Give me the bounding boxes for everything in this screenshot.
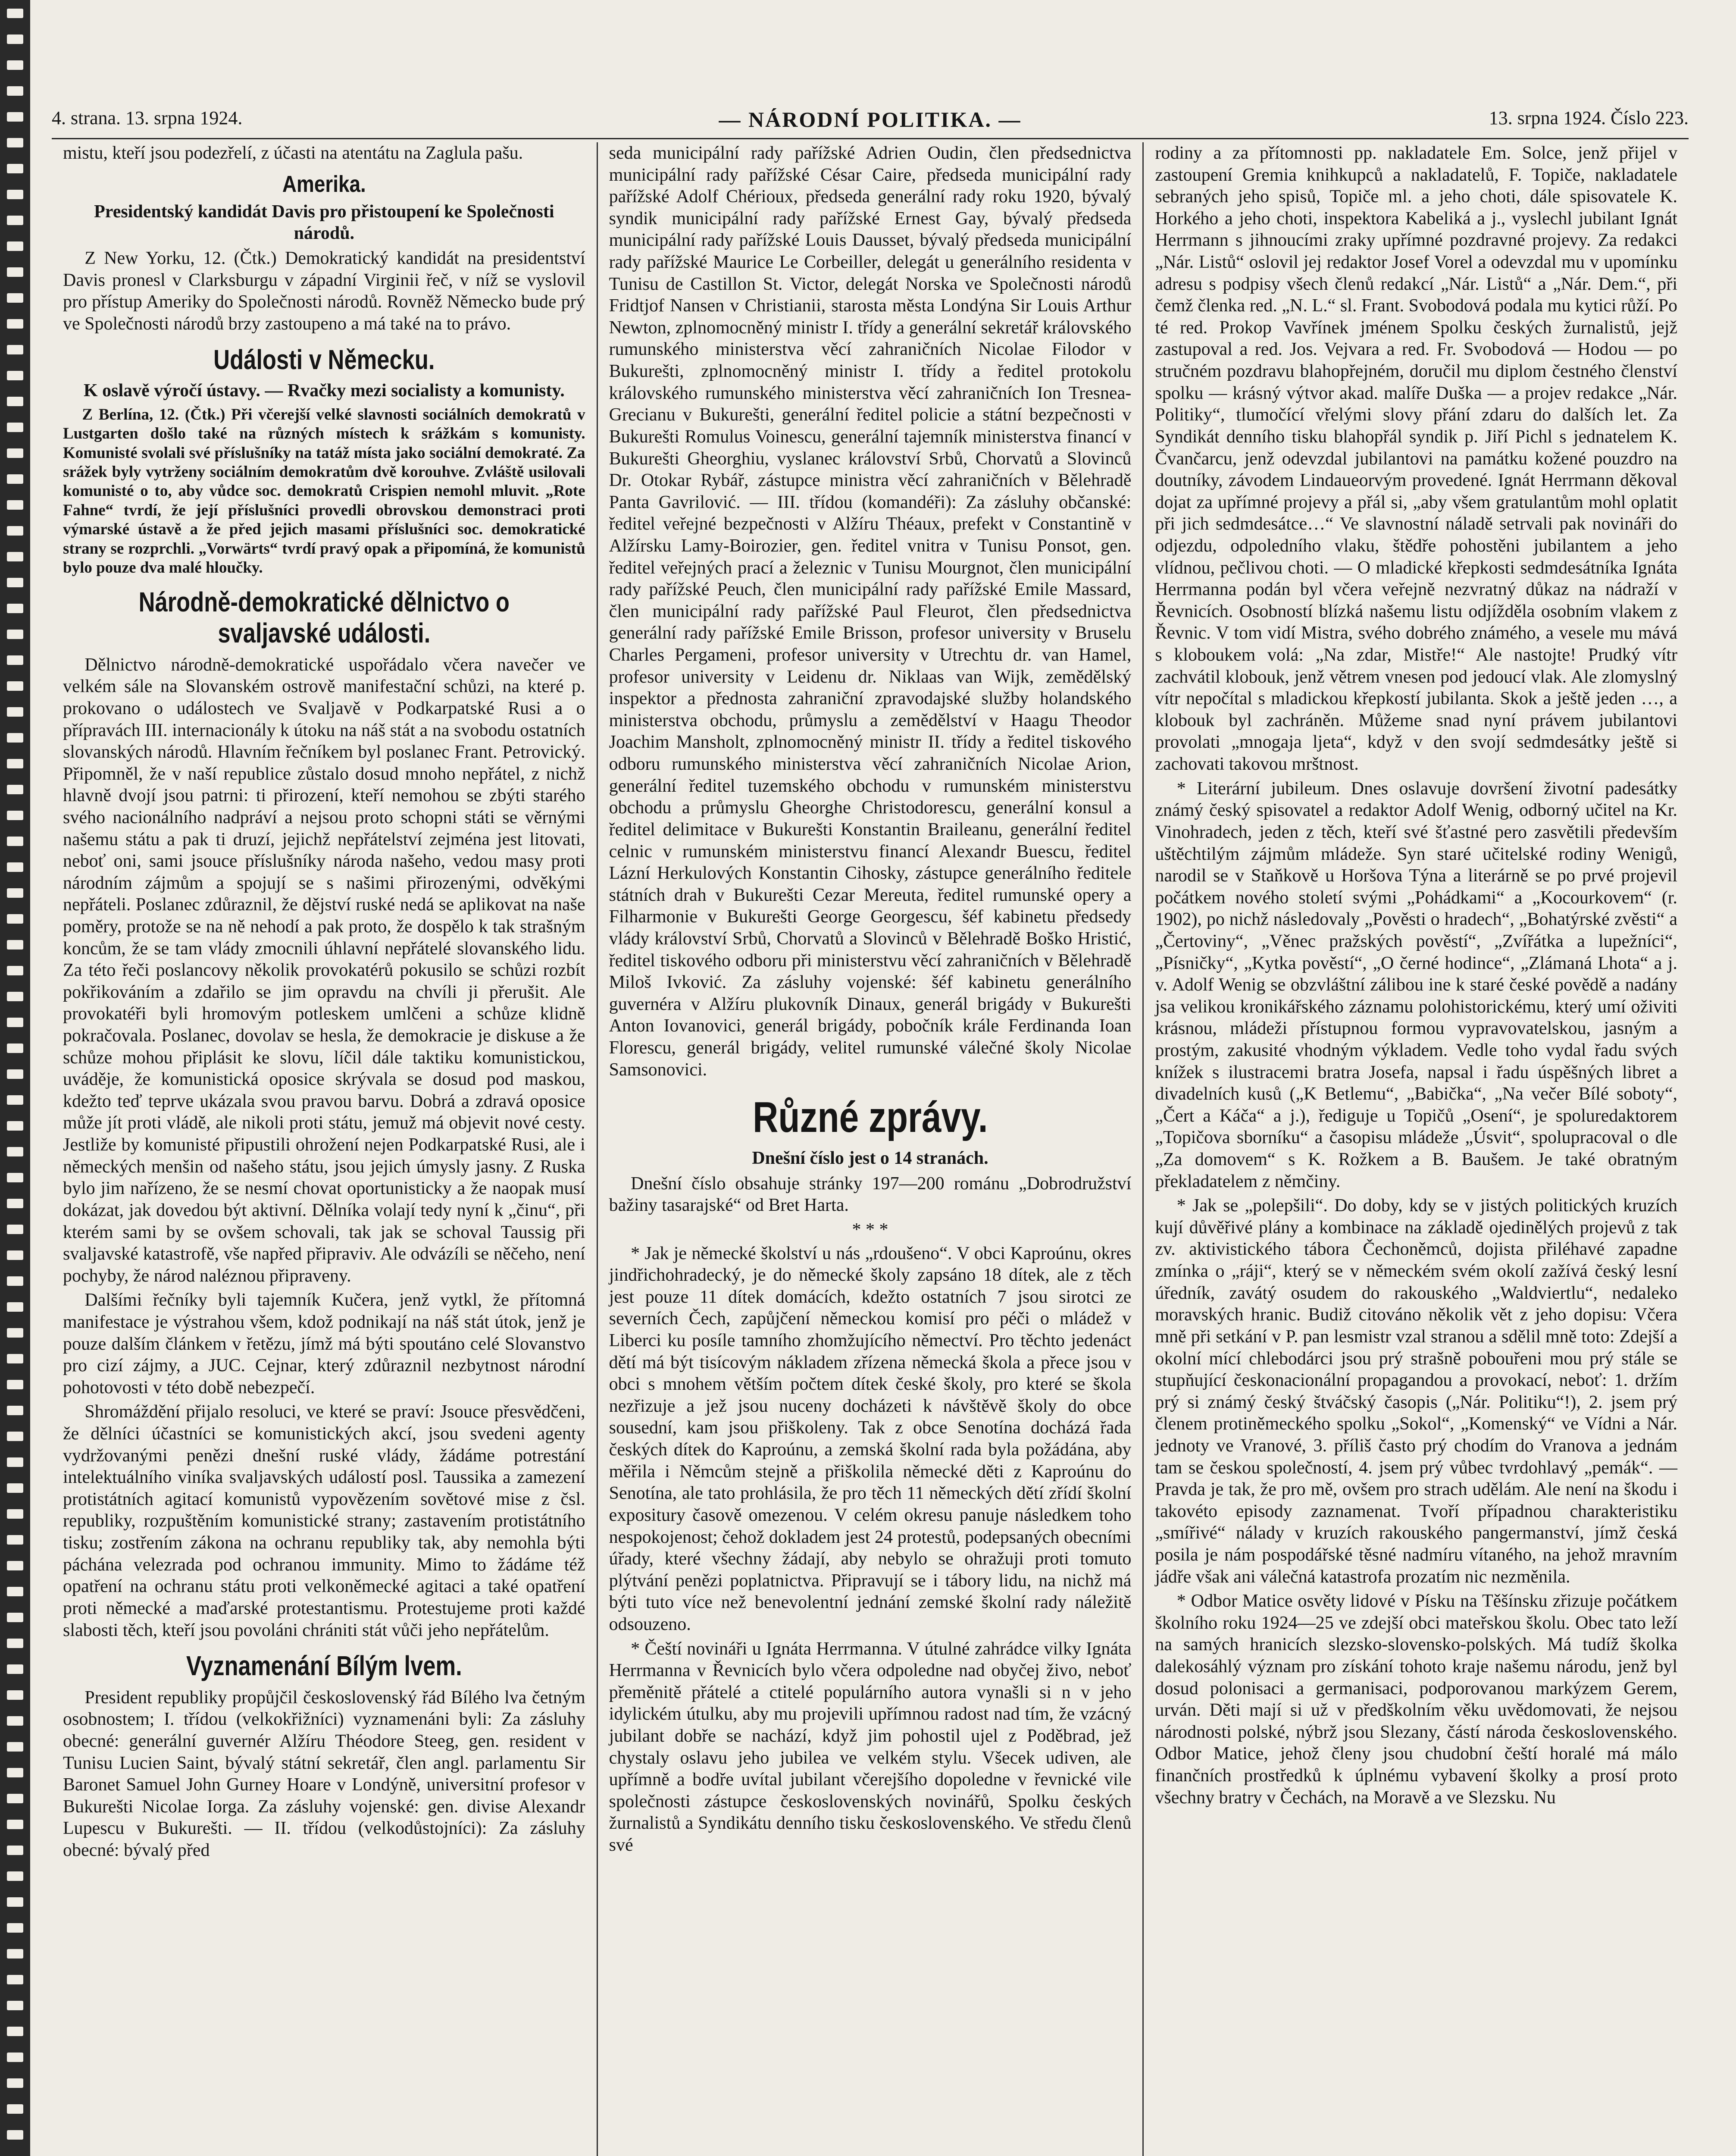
film-perforation — [7, 1535, 23, 1545]
film-perforation — [7, 1432, 23, 1441]
film-perforation — [7, 190, 23, 199]
film-perforation — [7, 267, 23, 277]
film-perforation — [7, 1095, 23, 1105]
film-perforation — [7, 9, 23, 18]
film-perforation — [7, 1457, 23, 1467]
film-perforation — [7, 1639, 23, 1648]
film-perforation — [7, 2027, 23, 2036]
film-strip-border — [0, 0, 30, 2156]
columns — [52, 142, 1689, 2156]
film-perforation — [7, 1069, 23, 1079]
film-perforation — [7, 1250, 23, 1260]
film-perforation — [7, 1044, 23, 1053]
film-perforation — [7, 811, 23, 820]
film-perforation — [7, 1613, 23, 1622]
film-perforation — [7, 1846, 23, 1855]
film-perforation — [7, 630, 23, 639]
page-header — [52, 99, 1689, 139]
article-body-delnictvo-2: Dalšími řečníky byli tajemník Kučera, jenž vytkl, že přítomná manifestace je výstrahou všem, kdož podnikají na náš stát útok, jenž je pouze dalším článkem v řetězu, jímž má býti spoutáno celé Slovanstvo pro cizí zájmy, a JUC. Cejnar, který zdůraznil nezbytnost národní pohotovosti v této době nebezpečí. — [63, 1290, 585, 1398]
film-perforation — [7, 474, 23, 484]
article-body-vyznamenani: President republiky propůjčil československý řád Bílého lva četným osobnostem; I. třídou (velkokřižníci) vyznamenáni byli: Za zásluhy obecné: generální guvernér Alžíru Théodore Steeg, gen. resident v Tunisu Lucien Saint, bývalý státní sekretář, člen angl. parlamentu Sir Baronet Samuel John Gurney Hoare v Londýně, universitní profesor v Bukurešti Nicolae Iorga. Za zásluhy vojenské: gen. divise Alexandr Lupescu v Bukurešti. — II. třídou (velkodůstojníci): Za zásluhy obecné: bývalý před — [63, 1687, 585, 1861]
film-perforation — [7, 371, 23, 380]
film-perforation — [7, 707, 23, 717]
article-continuation: mistu, kteří jsou podezřelí, z účasti na atentátu na Zaglula pašu. — [63, 143, 523, 163]
article-body-delnictvo-3: Shromáždění přijalo resoluci, ve které se praví: Jsouce přesvědčeni, že dělníci účastníci se komunistických akcí, jsou svedeni agenty vydržovanými penězi dnešní ruské vlády, žádáme potrestání intelektuálního viníka svaljavských událostí posl. Taussika a zamezení protistátních agitací komunistů vypovězením sovětové mise z čsl. republiky, rozpuštěním komunistické strany; zastavením protistátního tisku; zostřením zákona na ochranu republiky tak, aby nemohla býti páchána velezrada pod ochranou immunity. Mimo to žádáme též opatření na ochranu státu proti velkoněmecké agitaci a také opatření proti německé a maďarské protestantismu. Protestujeme proti každé slabosti těch, kteří jsou povoláni chrániti stát vůči jeho nepřátelům. — [63, 1402, 585, 1640]
section-title-delnictvo: Národně-demokratické dělnictvo o svaljavské události. — [138, 586, 510, 649]
film-perforation — [7, 1923, 23, 1933]
film-perforation — [7, 2078, 23, 2088]
film-perforation — [7, 604, 23, 613]
film-perforation — [7, 1483, 23, 1493]
film-perforation — [7, 164, 23, 173]
film-perforation — [7, 1897, 23, 1907]
film-perforation — [7, 1794, 23, 1803]
film-perforation — [7, 526, 23, 536]
section-title-amerika: Amerika. — [282, 171, 366, 197]
film-perforation — [7, 655, 23, 665]
film-perforation — [7, 293, 23, 303]
film-perforation — [7, 785, 23, 794]
article-subtitle-davis: Presidentský kandidát Davis pro přistoupení ke Společnosti národů. — [94, 202, 554, 243]
column-2 — [597, 142, 1143, 2156]
film-perforation — [7, 1328, 23, 1338]
film-perforation — [7, 681, 23, 691]
film-perforation — [7, 578, 23, 587]
film-perforation — [7, 837, 23, 846]
section-title-nemecko: Události v Německu. — [213, 344, 435, 375]
film-perforation — [7, 1664, 23, 1674]
film-perforation — [7, 138, 23, 147]
film-perforation — [7, 60, 23, 70]
news-item-herrmann: * Čeští novináři u Ignáta Herrmanna. V útulné zahrádce vilky Ignáta Herrmanna v Řevnicích bylo včera odpoledne nad obyčej živo, neboť přeměnitě přátelé a ctitelé populárního autora vynašli si n v jeho idylickém útulku, aby mu projevili upřímnou radost nad tím, že vzácný jubilant dobře se nachází, když jim pohostil ujel z Poděbrad, jež chystaly oslavu jeho jubilea ve velkém stylu. Všecek udiven, ale upřímně a bodře uvítal jubilant včerejšího dopoledne v řevnické vile společnosti zástupce československých novinářů, Spolku českých žurnalistů a Syndikátu denního tisku československého. Ve středu členů své — [609, 1639, 1132, 1855]
film-perforation — [7, 1147, 23, 1156]
film-perforation — [7, 448, 23, 458]
film-perforation — [7, 1380, 23, 1389]
news-item-literarni-jubileum: * Literární jubileum. Dnes oslavuje dovršení životní padesátky známý český spisovatel a redaktor Adolf Wenig, odborný učitel na Kr. Vinohradech, jeden z těch, kteří své šťastné pero zasvětili především uštěchtilým zájmům mládeže. Syn staré učitelské rodiny Wenigů, narodil se v Staňkově u Horšova Týna a literárně se po prvé projevil počátkem nového století svými „Pohádkami“ a „Kocourkovem“ (r. 1902), po nichž následovaly „Pověsti o hradech“, „Bohatýrské zvěsti“ a „Čertoviny“, „Věnec pražských pověstí“, „Zvířátka a lupežníci“, „Písničky“, „Kytka pověstí“, „O černé hodince“, „Zlámaná Lhota“ a j. v. Adolf Wenig se obzvláštní zálibou ine k staré české povědě a nadány jsa velikou kronikářského záznamu polohistorickému, který umí oživiti krásnou, mládeži přístupnou formou vypravovatelskou, jasným a prostým, zakusité vhodným výkladem. Vedle toho vydal řadu svých knížek s ilustracemi bratra Josefa, napsal i řadu úspěšných libret a divadelních kusů („K Betlemu“, „Babička“, „Na večer Bílé soboty“, „Čert a Káča“ a j.), řediguje u Topičů „Osení“, je spoluredaktorem „Topičova sborníku“ a časopisu mládeže „Úsvit“, spolupracoval o dle „Za domovem“ s K. Rožkem a B. Baušem. Je také obratným překladatelem z němčiny. — [1155, 778, 1678, 1191]
film-perforation — [7, 940, 23, 950]
film-perforation — [7, 1820, 23, 1829]
film-perforation — [7, 2104, 23, 2114]
news-item-odbor-matice: * Odbor Matice osvěty lidové v Písku na Těšínsku zřizuje počátkem školního roku 1924—25 ve zdejší obci mateřskou školu. Obec tato leží na samých hranicích slezsko-slovensko-polských. Má tudíž školka dalekosáhlý význam pro získání tohoto kraje našemu národu, jenž byl dosud polonisaci a germanisaci, podporovanou markýzem Gerem, urván. Děti mají si už v předškolním věku uvědomovati, že nejsou národnosti polské, nýbrž jsou Slezany, částí národa československého. Odbor Matice, jehož členy jsou chudobní čeští horalé má málo finančních prostředků k úplnému vybavení školky a prosí proto všechny bratry v Čechách, na Moravě a ve Slezsku. Nu — [1155, 1591, 1678, 1808]
film-perforation — [7, 759, 23, 768]
film-perforation — [7, 914, 23, 924]
film-perforation — [7, 733, 23, 743]
film-perforation — [7, 1742, 23, 1752]
film-perforation — [7, 86, 23, 96]
film-perforation — [7, 2053, 23, 2062]
separator-stars: * * * — [852, 1219, 888, 1240]
film-perforation — [7, 992, 23, 1001]
film-perforation — [7, 423, 23, 432]
film-perforation — [7, 1302, 23, 1312]
film-perforation — [7, 552, 23, 561]
film-perforation — [7, 1768, 23, 1777]
film-perforation — [7, 1509, 23, 1519]
column-1 — [52, 142, 597, 2156]
film-perforation — [7, 1871, 23, 1881]
article-subtitle-nemecko: K oslavě výročí ústavy. — Rvačky mezi socialisty a komunisty. — [83, 381, 565, 401]
article-body-delnictvo-1: Dělnictvo národně-demokratické uspořádalo včera navečer ve velkém sále na Slovanském ostrově manifestační schůzi, na které p. prokovano o událostech ve Svaljavě v Podkarpatské Rusi a o přípravách III. internacionály k útoku na náš stát a na svobodu ostatních slovanských národů. Hlavním řečníkem byl poslanec Frant. Petrovický. Připomněl, že v naší republice zůstalo dosud mnoho nepřátel, z nichž hlavně dvojí jsou patrni: ti přirození, kteří nemohou se zbýti starého svého nacionálního nadpráví a nejsou proto schopni státi se věrnými našemu státu a pak ti druzí, jejichž nepřátelství zejména jest litovati, neboť oni, sami jsouce příslušníky národa našeho, vedou masy proti národním zájmům a spojují se s našimi přirozenými, odvěkými nepřáteli. Poslanec zdůraznil, že dějství ruské nedá se aplikovat na naše poměry, protože se na ně nehodí a pak proto, že dospělo k tak strašným koncům, že se tam vlády zmocnili úhlavní nepřátelé slovanského lidu. Za této řeči poslancovy několik provokatérů pokusilo se schůzi rozbít pokřikováním a zdařilo se jim opravdu na chvíli ji přerušit. Ale provokatéři byli hromovým potleskem umlčeni a schůze klidně pokračovala. Poslanec, dovolav se hesla, že demokracie je diskuse a že schůze mohou připlásit ke slovu, líčil dále taktiku komunistickou, uváděje, že komunistická oposice skrývala se dosud pod maskou, kdežto teď teprve ukázala svou pravou barvu. Dobrá a zdravá oposice může jít proti vládě, ale nikoli proti státu, jemuž má objevit nové cesty. Jestliže by komunisté připustili ohrožení nejen Podkarpatské Rusi, ale i německých menšin od našeho státu, jsou jejich úmysly jasny. Z Ruska bylo jim nařízeno, že se nesmí chovat oportunisticky a že naopak musí dokázat, jak dovedou být aktivní. Dělníka volají tedy nyní k „činu“, při kterém sami by se ovšem schovali, tak jak se schoval Taussig při svaljavské katastrofě, vše napřed připraviv. Ale odvázíli se něčeho, není pochyby, že národ naléznou připraveny. — [63, 655, 585, 1286]
page-number-date: 4. strana. 13. srpna 1924. — [52, 107, 243, 128]
film-perforation — [7, 2130, 23, 2140]
film-perforation — [7, 1173, 23, 1182]
film-perforation — [7, 397, 23, 406]
news-item-herrmann-continued: rodiny a za přítomnosti pp. nakladatele Em. Solce, jenž přijel v zastoupení Gremia knihkupců a nakladatelů, F. Topiče, nakladatele sebraných jeho spisů, Topiče ml. a jeho choti, dále spisovatele K. Horkého a jeho choti, inspektora Kabeliká a j., vyslechl jubilant Ignát Herrmann s jihnoucími zraky upřímné pozdravné projevy. Za redakci „Nár. Listů“ oslovil jej redaktor Josef Vorel a odevzdal mu v upomínku adresu s podpisy všech členů redakcí „Nár. Listů“ a „Nár. Dem.“, při čemž členka red. „N. L.“ sl. Frant. Svobodová podala mu kytici růží. Po té red. Prokop Vavřínek jménem Spolku českých žurnalistů, jejž zastupoval a red. Jos. Vejvara a red. Fr. Svobodová — Hodou — po stručném pozdravu blahopřejném, doručil mu diplom čestného členství spolku — krásný výtvor akad. malíře Duška — a projev redakce „Nár. Politiky“, tlumočící vřelými slovy přání zdaru do dalších let. Za Syndikát denního tisku blahopřál syndik p. Jiří Pichl s jednatelem K. Čvančarcu, jenž odevzdal jubilantovi na památku kožené pouzdro na doutníky, závodem Lindaueorvým provedené. Ignát Herrmann děkoval dojat za upřímné projevy a přál si, „aby všem gratulantům mohl oplatit při jich sedmdesátce…“ Ve slavnostní náladě setrvali pak novináři do odjezdu, odpoledního vlaku, štědře pohostěni jubilantem a jeho vlídnou, pečlivou choti. — O mladické křepkosti sedmdesátníka Ignáta Herrmanna podán byl včera veřejně nezvratný důkaz na nádraží v Řevnicích. Osobností blízká našemu listu odjížděla osobním vlakem z Řevnic. V tom vidí Mistra, svého dobrého známého, a vesele mu mává s kloboukem volá: „Na zdar, Mistře!“ Ale nastojte! Prudký vítr zachvátil klobouk, jenž větrem vnesen pod jedoucí vlak. Ale zlomyslný vítr nepočítal s mladickou křepkostí jubilanta. Skok a ještě jeden …, a klobouk byl zachráněn. Můžeme snad nyní právem jubilantovi provolati „mnogaja ljeta“, když v den svojí sedmdesátky ještě si zachovati takovou mrštnost. — [1155, 143, 1678, 774]
film-perforation — [7, 1690, 23, 1700]
film-perforation — [7, 34, 23, 44]
article-body-davis: Z New Yorku, 12. (Čtk.) Demokratický kandidát na presidentství Davis pronesl v Clarksburgu v západní Virginii řeč, v níž se vyslovil pro přístup Ameriky do Společnosti národů. Rovněž Německo bude prý ve Společnosti národů brzy zastoupeno a má také na to právo. — [63, 248, 585, 334]
article-body-nemecko: Z Berlína, 12. (Čtk.) Při včerejší velké slavnosti sociálních demokratů v Lustgarten došlo také na různých místech k srážkám s komunisty. Komunisté svolali své příslušníky na tatáž místa jako sociální demokraté. Za srážek byly vytrženy sociálním demokratům dvě korouhve. Zvláště usilovali komunisté o to, aby vůdce soc. demokratů Crispien nemohl mluvit. „Rote Fahne“ tvrdí, že její příslušníci provedli obrovskou demonstraci proti výmarské ústavě a že před jejich masami příslušníci soc. demokratické strany se rozprchli. „Vorwärts“ tvrdí pravý opak a připomíná, že komunistů bylo pouze dva malé hloučky. — [63, 405, 585, 577]
section-title-ruzne-zpravy: Různé zprávy. — [752, 1093, 988, 1142]
film-perforation — [7, 1225, 23, 1234]
film-perforation — [7, 1121, 23, 1131]
film-perforation — [7, 862, 23, 872]
notice-title-14-stran: Dnešní číslo jest o 14 stranách. — [752, 1148, 988, 1169]
notice-body-14-stran: Dnešní číslo obsahuje stránky 197—200 románu „Dobrodružství bažiny tasarajské“ od Bret Harta. — [609, 1173, 1132, 1216]
masthead: — NÁRODNÍ POLITIKA. — — [719, 107, 1022, 132]
news-item-nemecke-skolstvi: * Jak je německé školství u nás „rdoušeno“. V obci Kaproúnu, okres jindřichohradecký, je do německé školy zapsáno 18 dítek, ale z těch jest pouze 11 dítek domácích, kdežto ostatních 7 jsou sirotci ze severních Čech, zapůjčení německou komisí pro péči o mládež v Liberci ku posíle tamního zhomžujícího němectví. Pro těchto jedenáct dětí má být tisícovým nákladem zřízena německá škola a přece jsou v obci s mnohem větším počtem dítek české školy, pro které se škola nezřizuje a jež jsou nuceny docházeti k návštěvě školy do obce sousední, kam jsou přiškoleny. Tak z obce Senotína docházá řada českých dítek do Kaproúnu, a zemská školní rada byla požádána, aby měřila i Němcům stejně a přiškolila německé děti z Kaproúnu do Senotína, ale tato prohlásila, že pro těch 11 německých dětí zřídí školní expositury časově omezenou. V celém okresu panuje následkem toho nespokojenost; čehož dokladem jest 24 protestů, podepsaných obecními úřady, které všechny žádají, aby nebylo se ohražuji proti tomuto plýtvání penězi poplatnictva. Připravují se i tábory lidu, na nichž má býti tuto více než benevolentní jednání zemské školní rady náležitě odsouzeno. — [609, 1243, 1132, 1634]
film-perforation — [7, 1018, 23, 1027]
news-item-jak-se-polepsili: * Jak se „polepšili“. Do doby, kdy se v jistých politických kruzích kují důvěřivé plány a kombinace na základě ojedinělých projevů z tak zv. aktivistického tábora Čechoněmců, dojista přiléhavé zapadne zmínka o „ráji“, který se v německém svém okolí zažívá český lesní úředník, zavátý osudem do rakouského „Waldviertlu“, nedaleko moravských hranic. Budiž citováno několik vět z jeho dopisu: Včera mně při setkání v P. pan lesmistr vzal stranou a sdělil mně toto: Zdejší a okolní mící chlebodárci jsou prý strašně pobouřeni mou prý stále se stupňující českonacionální propagandou a provokací, neboť: 1. držím prý si známý český štváčský časopis („Nár. Politiku“!), 2. jsem prý členem protiněmeckého spolku „Sokol“, „Komenský“ ve Vídni a Nár. jednoty ve Vranové, 3. příliš často prý chodím do Vranova a jednám tam se českou společností, 4. jsem prý vůbec tvrdohlavý „pemák“. — Pravda je tak, že pro mě, ovšem pro strach udělám. Ale není na škodu i takovéto episody zaznamenat. Tvoří případnou charakteristiku „smířivé“ nálady v kruzích rakouského pangermanství, jímž česká posila je nám pospodářské těsné nadmíru vítaného, na jehož mravním jádře však ani válečná katastrofa prozatím nic nezměnila. — [1155, 1196, 1678, 1587]
film-perforation — [7, 500, 23, 510]
film-perforation — [7, 1949, 23, 1959]
article-continuation-vyznamenani: seda municipální rady pařížské Adrien Oudin, člen předsednictva municipální rady pařížské César Caire, předseda municipální rady pařížské Adolf Chérioux, předseda generální rady roku 1920, bývalý syndik municipální rady pařížské Ernest Gay, bývalý předseda municipální rady pařížské Louis Dausset, bývalý předseda municipální rady pařížské Maurice Le Corbeiller, delegát u generálního residenta v Tunisu de Castillon St. Victor, delegát Norska ve Společnosti národů Fridtjof Nansen v Christianii, starosta města Londýna Sir Louis Arthur Newton, zplnomocněný ministr I. třídy a generální sekretář královského rumunského ministerstva věcí zahraničních Nicolae Filodor v Bukurešti, zplnomocněný ministr I. třídy a ředitel protokolu královského rumunského ministerstva věcí zahraničních Ion Tresnea-Grecianu v Bukurešti, generální ředitel policie a státní bezpečnosti v Bukurešti Romulus Voinescu, generální tajemník ministerstva financí v Bukurešti Gheorghiu, vyslanec království Srbů, Chorvatů a Slovinců Dr. Otokar Rybář, zástupce ministra věcí zahraničních v Bělehradě Panta Gavrilović. — III. třídou (komandéři): Za zásluhy občanské: ředitel veřejné bezpečnosti v Alžíru Théaux, prefekt v Constantině v Alžírsku Lamy-Boirozier, gen. ředitel vnitra v Tunisu Ponsot, gen. ředitel veřejných prací a železnic v Tunisu Mourgnot, člen municipální rady pařížské Peuch, člen municipální rady pařížské Emile Massard, člen municipální rady pařížské Paul Fleurot, člen předsednictva generální rady pařížské Emile Brisson, profesor university v Bruselu Charles Pergameni, profesor university v Utrechtu dr. van Hamel, profesor university v Leidenu dr. Niklaas van Wijk, zemědělský inspektor a přednosta zahraniční zpravodajské služby holandského ministerstva obchodu, průmyslu a zemědělství v Haagu Theodor Joachim Mansholt, zplnomocněný ministr II. třídy a ředitel tiskového odboru rumunského ministerstva věcí zahraničních Nicolae Arion, generální ředitel tuzemského obchodu v rumunském ministerstvu obchodu a průmyslu Gheorghe Christodorescu, generální konsul a ředitel delimitace v Bukurešti Konstantin Braileanu, generální ředitel celnic v rumunském ministerstvu financí Alexandr Buescu, ředitel Lázní Herkulových Konstantin Cihosky, zástupce generálního ředitele státních drah v Bukurešti Cezar Mereuta, ředitel rumunské opery a Filharmonie v Bukurešti George Georgescu, šéf kabinetu předsedy vlády království Srbů, Chorvatů a Slovinců v Bělehradě Boško Hristić, ředitel tiskového odboru při ministerstvu věcí zahraničních v Bělehradě Miloš Ivković. Za zásluhy vojenské: šéf kabinetu generálního guvernéra v Alžíru plukovník Dinaux, generál brigády v Bukurešti Anton Iovanovici, generál brigády, pobočník krále Ferdinanda Ioan Florescu, generál brigády, velitel rumunské válečné školy Nicolae Samsonovici. — [609, 143, 1132, 1080]
film-perforation — [7, 1561, 23, 1570]
issue-date-number: 13. srpna 1924. Číslo 223. — [1489, 107, 1689, 128]
film-perforation — [7, 888, 23, 898]
film-perforation — [7, 2001, 23, 2010]
film-perforation — [7, 966, 23, 975]
film-perforation — [7, 319, 23, 329]
film-perforation — [7, 112, 23, 122]
film-perforation — [7, 1354, 23, 1363]
film-perforation — [7, 1199, 23, 1208]
film-perforation — [7, 1406, 23, 1415]
film-perforation — [7, 241, 23, 251]
film-perforation — [7, 216, 23, 225]
film-perforation — [7, 1975, 23, 1984]
column-3 — [1142, 142, 1689, 2156]
film-perforation — [7, 1276, 23, 1286]
film-perforation — [7, 1716, 23, 1726]
film-perforation — [7, 1587, 23, 1596]
section-title-vyznamenani: Vyznamenání Bílým lvem. — [186, 1650, 462, 1682]
film-perforation — [7, 345, 23, 354]
